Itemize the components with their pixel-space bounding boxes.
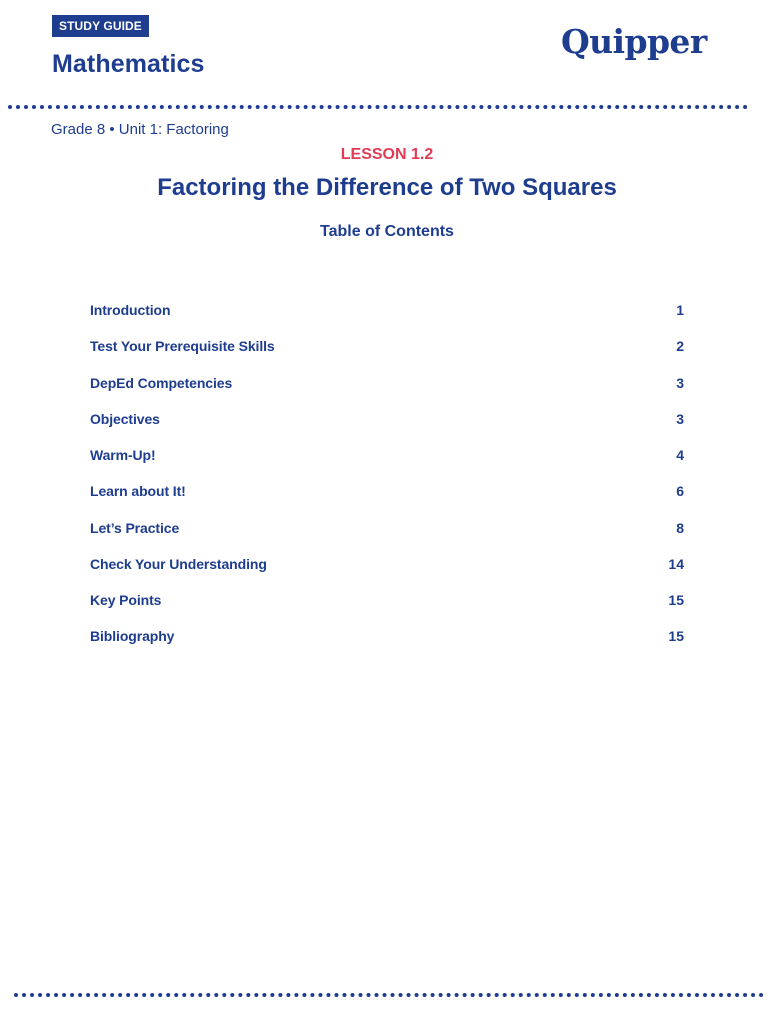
toc-entry-learn-about-it[interactable]	[90, 473, 684, 509]
lesson-number: LESSON 1.2	[340, 146, 434, 163]
toc-entry-prerequisite-skills[interactable]	[90, 328, 684, 364]
toc-entry-page: 15	[668, 592, 684, 609]
toc-entry-page: 8	[676, 519, 684, 536]
toc-entry-label: Key Points	[90, 592, 162, 609]
toc-entry-deped-competencies[interactable]	[90, 365, 684, 401]
toc-entry-bibliography[interactable]	[90, 618, 684, 654]
toc-entry-label: Introduction	[90, 302, 171, 319]
toc-entry-label: Warm-Up!	[90, 447, 156, 464]
toc-entry-page: 4	[676, 447, 684, 464]
toc-entry-page: 3	[676, 410, 684, 427]
toc-entry-page: 6	[676, 483, 684, 500]
table-of-contents	[90, 292, 684, 655]
toc-entry-label: Bibliography	[90, 628, 175, 645]
toc-entry-check-understanding[interactable]	[90, 546, 684, 582]
top-dotted-divider	[8, 105, 748, 109]
toc-entry-introduction[interactable]	[90, 292, 684, 328]
subject-title: Mathematics	[52, 50, 205, 78]
toc-entry-warm-up[interactable]	[90, 437, 684, 473]
toc-entry-page: 3	[676, 374, 684, 391]
toc-entry-label: DepEd Competencies	[90, 374, 233, 391]
toc-entry-page: 2	[676, 338, 684, 355]
toc-entry-label: Test Your Prerequisite Skills	[90, 338, 275, 355]
toc-entry-page: 14	[668, 555, 684, 572]
study-guide-badge: STUDY GUIDE	[52, 15, 149, 37]
grade-unit-label: Grade 8 • Unit 1: Factoring	[51, 121, 229, 138]
toc-entry-label: Objectives	[90, 410, 160, 427]
bottom-dotted-divider	[14, 993, 764, 997]
toc-entry-label: Learn about It!	[90, 483, 186, 500]
toc-entry-key-points[interactable]	[90, 582, 684, 618]
toc-entry-objectives[interactable]	[90, 401, 684, 437]
toc-entry-label: Check Your Understanding	[90, 555, 267, 572]
toc-heading: Table of Contents	[320, 223, 454, 240]
toc-entry-page: 15	[668, 628, 684, 645]
toc-entry-label: Let’s Practice	[90, 519, 180, 536]
toc-entry-lets-practice[interactable]	[90, 510, 684, 546]
quipper-logo: Quipper	[561, 22, 707, 61]
toc-entry-page: 1	[676, 302, 684, 319]
lesson-title: Factoring the Difference of Two Squares	[157, 174, 617, 201]
